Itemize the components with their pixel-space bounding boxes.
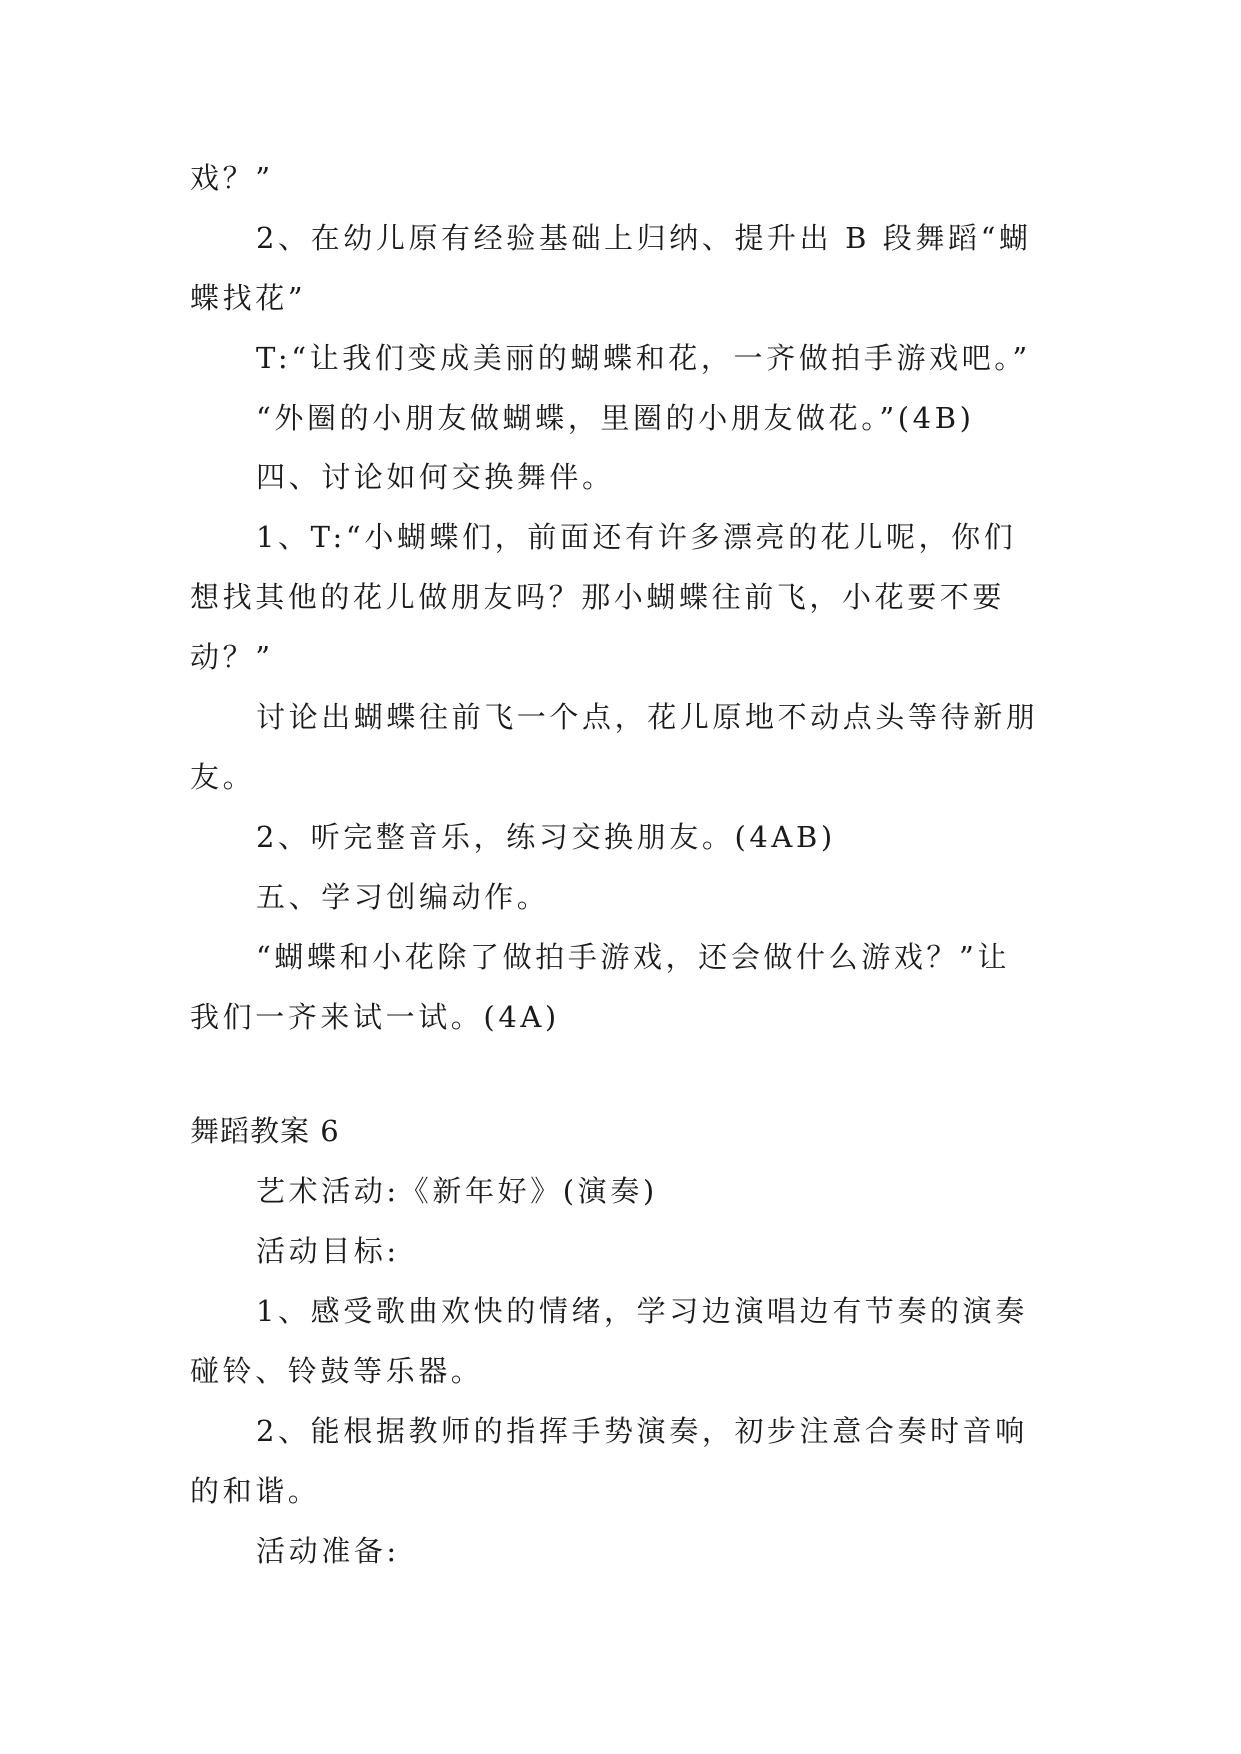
text-line: 的和谐。 (190, 1474, 321, 1508)
text-line: 想找其他的花儿做朋友吗？那小蝴蝶往前飞，小花要不要 (190, 580, 1006, 614)
text-line: 五、学习创编动作。 (256, 880, 550, 914)
text-line: 活动准备: (256, 1534, 400, 1568)
text-line: 戏？” (190, 161, 274, 195)
text-line: 讨论出蝴蝶往前飞一个点，花儿原地不动点头等待新朋 (256, 700, 1039, 734)
text-line: 友。 (190, 760, 256, 794)
text-line: 1、感受歌曲欢快的情绪，学习边演唱边有节奏的演奏 (256, 1294, 1028, 1328)
text-line: 四、讨论如何交换舞伴。 (256, 460, 615, 494)
text-line: 活动目标: (256, 1234, 400, 1268)
text-line: T:“让我们变成美丽的蝴蝶和花，一齐做拍手游戏吧。” (256, 341, 1031, 375)
text-line: 2、听完整音乐，练习交换朋友。(4AB) (256, 820, 836, 854)
text-line: 2、能根据教师的指挥手势演奏，初步注意合奏时音响 (256, 1414, 1028, 1448)
section-heading: 舞蹈教案 6 (190, 1114, 340, 1148)
text-line: 2、在幼儿原有经验基础上归纳、提升出 B 段舞蹈“蝴 (256, 221, 1032, 255)
text-line: 1、T:“小蝴蝶们，前面还有许多漂亮的花儿呢，你们 (256, 520, 1017, 554)
text-line: 我们一齐来试一试。(4A) (190, 1000, 560, 1034)
text-line: 蝶找花” (190, 281, 307, 315)
text-line: “蝴蝶和小花除了做拍手游戏，还会做什么游戏？”让 (256, 940, 1011, 974)
text-line: 碰铃、铃鼓等乐器。 (190, 1354, 484, 1388)
text-line: 艺术活动:《新年好》(演奏) (256, 1174, 658, 1208)
text-line: 动？” (190, 640, 274, 674)
text-line: “外圈的小朋友做蝴蝶，里圈的小朋友做花。”(4B) (256, 401, 975, 435)
